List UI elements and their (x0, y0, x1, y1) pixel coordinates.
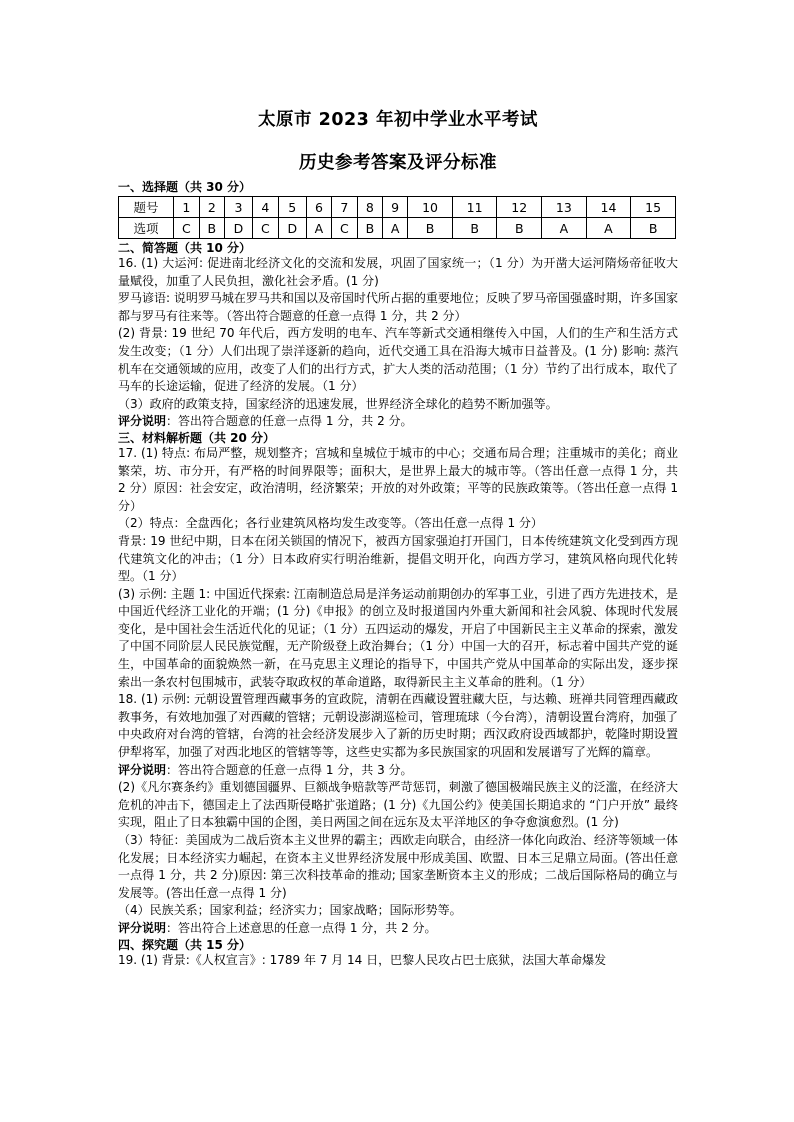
q17-part3-answer: (3) 示例: 主题 1: 中国近代探索: 江南制造总局是洋务运动前期创办的军事工业，引进了西方先进技术，是中国近代经济工业化的开端；(1 分)《申报》的创立及时报道国内外重大新闻和社会风貌、体现时代发展变化，是中国社会生活近代化的见证；（1 分）五四运动的爆发，开启了中国新民主主义革命的探索，激发了中国不同阶层人民民族觉醒，无产阶级登上政治舞台；（1 分）中国一大的召开，标志着中国共产党的诞生，中国革命的面貌焕然一新，在马克思主义理论的指导下，中国共产党从中国革命的实际出发，逐步探索出一条农村包围城市，武装夺取政权的革命道路，取得新民主主义革命的胜利。（1 分） (118, 586, 678, 689)
q19-part1-answer: 19. (1) 背景:《人权宣言》: 1789 年 7 月 14 日，巴黎人民攻占巴士底狱，法国大革命爆发 (118, 952, 607, 967)
answer-option-cell: C (253, 218, 279, 239)
q17-part2-background: 背景: 19 世纪中期，日本在闭关锁国的情况下，被西方国家强迫打开国门，日本传统建筑文化受到西方现代建筑文化的冲击；（1 分）日本政府实行明治维新，提倡文明开化，向西方学习，建筑风格向现代化转型。（1 分） (118, 533, 678, 584)
question-number-cell: 3 (224, 197, 252, 218)
answer-option-cell: A (306, 218, 331, 239)
q16-part1-answer: 16. (1) 大运河: 促进南北经济文化的交流和发展，巩固了国家统一；（1 分）为开凿大运河隋炀帝征收大量赋役，加重了人民负担，激化社会矛盾。(1 分) (118, 256, 678, 288)
question-number-cell: 15 (631, 197, 676, 218)
question-number-cell: 12 (497, 197, 542, 218)
answer-option-cell: B (452, 218, 497, 239)
scoring-note (118, 762, 678, 780)
answer-table-row-label: 题号 (119, 197, 174, 218)
question-number-cell: 4 (253, 197, 279, 218)
q16-part3-answer: （3）政府的政策支持，国家经济的迅速发展，世界经济全球化的趋势不断加强等。 (118, 396, 558, 411)
answer-option-cell: D (278, 218, 306, 239)
scoring-note-label: 评分说明 (118, 762, 167, 777)
answer-option-cell: B (408, 218, 453, 239)
question-number-cell: 10 (408, 197, 453, 218)
q17-part1-answer: 17. (1) 特点: 布局严整，规划整齐；宫城和皇城位于城市的中心；交通布局合理；注重城市的美化；商业繁荣，坊、市分开，有严格的时间界限等；面积大，是世界上最大的城市等。（答出任意一点得 1 分，共 2 分）原因：社会安定，政治清明，经济繁荣；开放的对外政策；平等的民族政策等。（答出任意一点得 1 分） (118, 445, 678, 513)
answer-table-number-row (119, 197, 676, 218)
document-body (118, 180, 678, 969)
answer-option-cell: B (631, 218, 676, 239)
q16-part2-answer: (2) 背景: 19 世纪 70 年代后，西方发明的电车、汽车等新式交通相继传入中国，人们的生产和生活方式发生改变；（1 分）人们出现了崇洋逐新的趋向，近代交通工具在沿海大城市日益普及。(1 分) 影响: 蒸汽机车在交通领域的应用，改变了人们的出行方式，扩大人类的活动范围；（1 分）节约了出行成本，取代了马车的长途运输，促进了经济的发展。（1 分） (118, 326, 678, 394)
question-number-cell: 7 (332, 197, 358, 218)
question-number-cell: 2 (199, 197, 224, 218)
scoring-note (118, 920, 678, 938)
answer-option-cell: A (542, 218, 587, 239)
answer-option-cell: D (224, 218, 252, 239)
answer-table-row-label: 选项 (119, 218, 174, 239)
scoring-note (118, 413, 678, 431)
question-number-cell: 11 (452, 197, 497, 218)
question-number-cell: 1 (174, 197, 200, 218)
scoring-note-text: ：答出符合题意的任意一点得 1 分，共 3 分。 (166, 762, 413, 777)
question-number-cell: 5 (278, 197, 306, 218)
answer-option-cell: C (174, 218, 200, 239)
answer-option-cell: B (497, 218, 542, 239)
question-number-cell: 8 (357, 197, 382, 218)
scoring-note-text: ：答出符合题意的任意一点得 1 分，共 2 分。 (166, 414, 413, 429)
answer-option-cell: A (586, 218, 631, 239)
question-number-cell: 6 (306, 197, 331, 218)
document-subtitle: 历史参考答案及评分标准 (299, 153, 497, 173)
q18-part1-answer: 18. (1) 示例: 元朝设置管理西藏事务的宣政院，清朝在西藏设置驻藏大臣，与达赖、班禅共同管理西藏政教事务，有效地加强了对西藏的管辖；元朝设澎湖巡检司，管理琉球（今台湾），清朝设置台湾府，加强了中央政府对台湾的管辖，台湾的社会经济发展步入了新的历史时期；西汉政府设西域都护，乾隆时期设置伊犁将军，加强了对西北地区的管辖等等，这些史实都为多民族国家的巩固和发展谱写了光辉的篇章。 (118, 692, 678, 760)
answer-table-answer-row (119, 218, 676, 239)
section-choice-heading: 一、选择题（共 30 分） (118, 180, 252, 194)
answer-option-cell: C (332, 218, 358, 239)
answer-option-cell: A (382, 218, 407, 239)
document-title: 太原市 2023 年初中学业水平考试 (258, 110, 538, 130)
answer-table (118, 196, 676, 239)
question-number-cell: 14 (586, 197, 631, 218)
question-number-cell: 13 (542, 197, 587, 218)
section-short-answer-heading: 二、简答题（共 10 分） (118, 241, 252, 255)
section-inquiry-heading: 四、探究题（共 15 分） (118, 937, 252, 952)
scoring-note-label: 评分说明 (118, 920, 167, 935)
q18-part3-answer: （3）特征：美国成为二战后资本主义世界的霸主；西欧走向联合，由经济一体化向政治、经济等领域一体化发展；日本经济实力崛起，在资本主义世界经济发展中形成美国、欧盟、日本三足鼎立局面。(答出任意一点得 1 分，共 2 分)原因: 第三次科技革命的推动; 国家垄断资本主义的形成；二战后国际格局的确立与发展等。(答出任意一点得 1 分) (118, 833, 678, 900)
section-material-heading: 三、材料解析题（共 20 分） (118, 430, 276, 445)
q18-part2-answer: (2)《凡尔赛条约》重划德国疆界、巨额战争赔款等严苛惩罚，刺激了德国极端民族主义的泛滥，在经济大危机的冲击下，德国走上了法西斯侵略扩张道路；(1 分)《九国公约》使美国长期追求的 “门户开放” 最终实现，阻止了日本独霸中国的企图，美日两国之间在远东及太平洋地区的争夺愈演愈烈。(1 分) (118, 780, 678, 830)
scoring-note-text: ：答出符合上述意思的任意一点得 1 分，共 2 分。 (166, 920, 437, 935)
answer-option-cell: B (357, 218, 382, 239)
question-number-cell: 9 (382, 197, 407, 218)
q16-part1-proverb-answer: 罗马谚语: 说明罗马城在罗马共和国以及帝国时代所占据的重要地位；反映了罗马帝国强盛时期，许多国家都与罗马有往来等。（答出符合题意的任意一点得 1 分，共 2 分） (118, 291, 678, 323)
q17-part2-answer: （2）特点：全盘西化；各行业建筑风格均发生改变等。（答出任意一点得 1 分） (118, 516, 543, 531)
scoring-note-label: 评分说明 (118, 414, 167, 429)
answer-option-cell: B (199, 218, 224, 239)
q18-part4-answer: （4）民族关系；国家利益；经济实力；国家战略；国际形势等。 (118, 903, 462, 918)
